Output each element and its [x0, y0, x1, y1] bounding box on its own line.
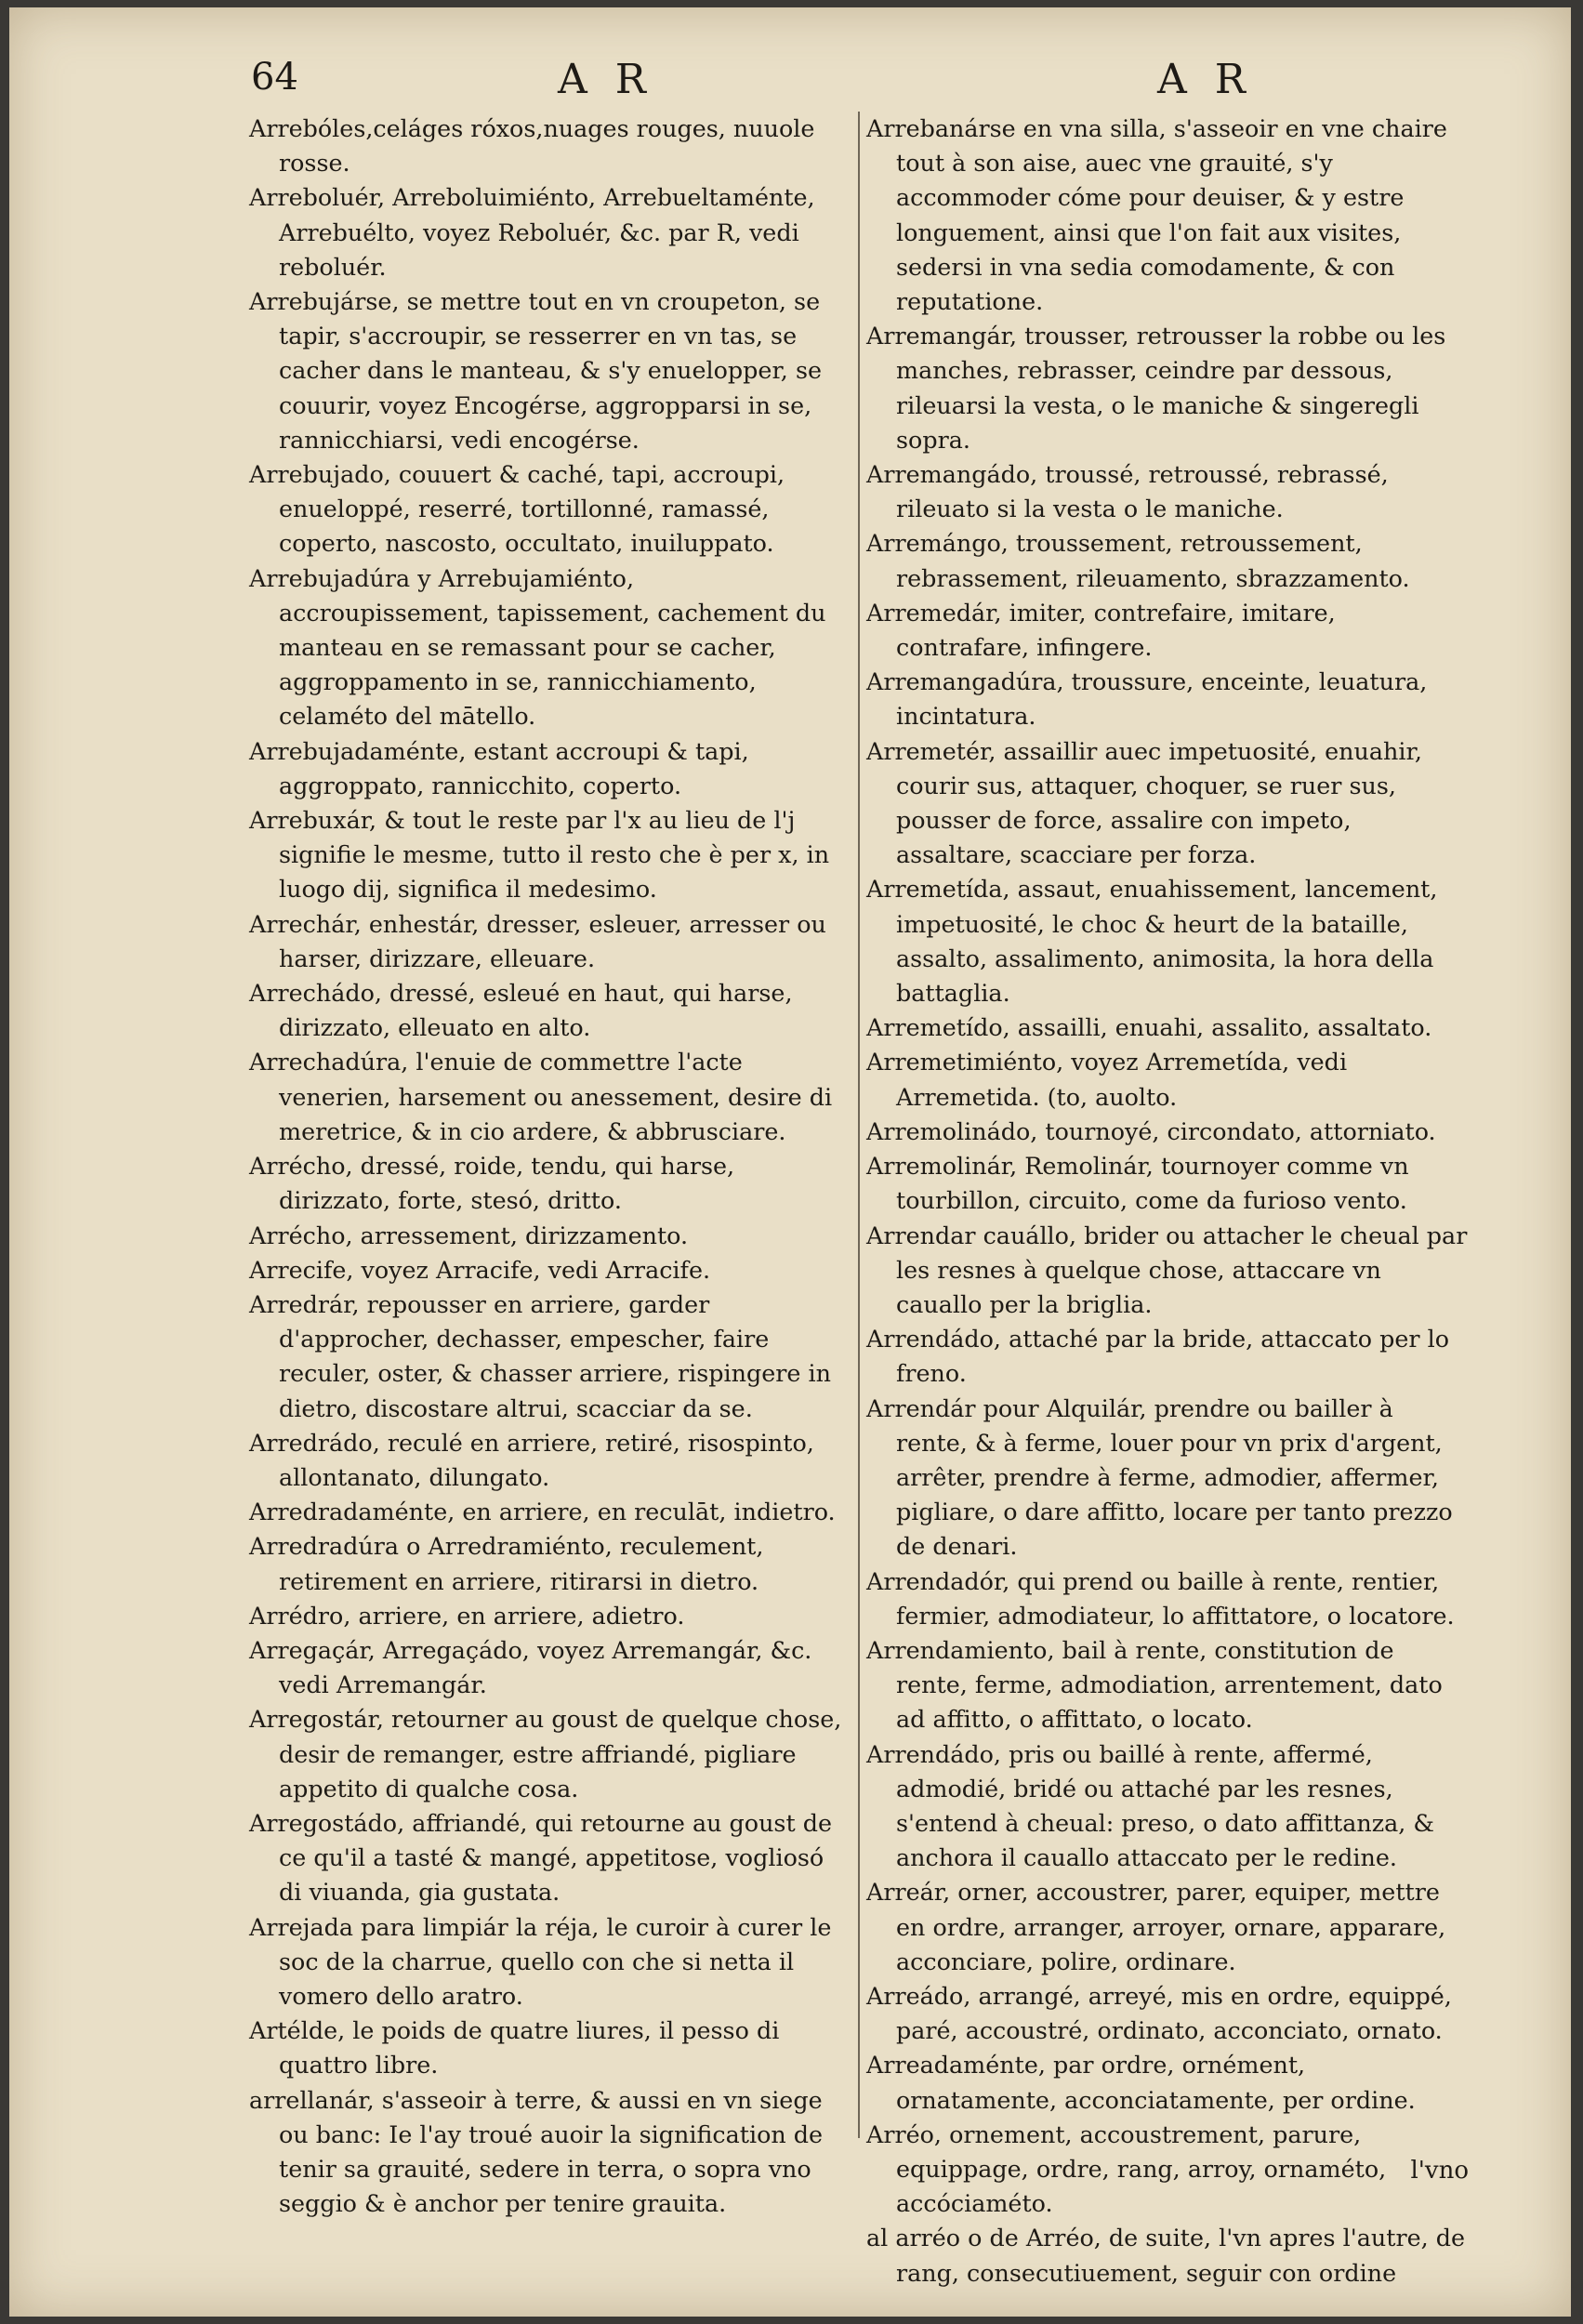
- entry: Arremetída, assaut, enuahissement, lancement, impetuosité, le choc & heurt de la bataille, assalto, assalimento, animosita, la hora della battaglia.: [866, 875, 1438, 1008]
- entry: Arrebujado, couuert & caché, tapi, accroupi, enueloppé, reserré, tortillonné, ramassé, coperto, nascosto, occultato, inuiluppato.: [249, 460, 785, 558]
- entry: Arrebujadúra y Arrebujamiénto, accroupissement, tapissement, cachement du manteau en se remassant pour se cacher, aggroppamento in se, rannicchiamento, celaméto del mātello.: [249, 563, 826, 731]
- entry: Arregaçár, Arregaçádo, voyez Arremangár, &c. vedi Arremangár.: [249, 1635, 812, 1699]
- entry: Arrendádo, pris ou baillé à rente, affermé, admodié, bridé ou attaché par les resnes, s'entend à cheual: preso, o dato affittanza, & anchora il cauallo attaccato per le redine.: [866, 1739, 1434, 1872]
- entry: Arreadaménte, par ordre, ornément, ornatamente, acconciatamente, per ordine.: [866, 2051, 1416, 2114]
- entry: Arrebuxár, & tout le reste par l'x au lieu de l'j signifie le mesme, tutto il resto che è per x, in luogo dij, significa il medesimo.: [249, 806, 830, 904]
- entry: Arrendar cauállo, brider ou attacher le cheual par les resnes à quelque chose, attaccare vn cauallo per la briglia.: [866, 1221, 1468, 1318]
- entry: Arrendár pour Alquilár, prendre ou bailler à rente, & à ferme, louer pour vn prix d'argent, arrêter, prendre à ferme, admodier, affermer, pigliare, o dare affitto, locare per tanto prezzo de denari.: [866, 1393, 1453, 1561]
- running-head-left: A R: [558, 56, 653, 103]
- entry: al arréo o de Arréo, de suite, l'vn apres l'autre, de rang, consecutiuement, seguir con ordine: [866, 2224, 1466, 2287]
- entry: Arremedár, imiter, contrefaire, imitare, contrafare, infingere.: [866, 598, 1336, 662]
- page-number: 64: [251, 56, 298, 99]
- entry: Arrécho, dressé, roide, tendu, qui harse, dirizzato, forte, stesó, dritto.: [249, 1152, 735, 1215]
- entry: arrellanár, s'asseoir à terre, & aussi en vn siege ou banc: Ie l'ay troué auoir la signification de tenir sa grauité, sedere in terra, o sopra vno seggio & è anchor per tenire grauita.: [249, 2085, 824, 2218]
- entry: Artélde, le poids de quatre liures, il pesso di quattro libre.: [249, 2016, 780, 2080]
- entry: Arredradúra o Arredramiénto, reculement, retirement en arriere, ritirarsi in dietro.: [249, 1532, 764, 1595]
- entry: Arregostár, retourner au goust de quelque chose, desir de remanger, estre affriandé, pigliare appetito di qualche cosa.: [249, 1705, 842, 1802]
- entry: Arredradaménte, en arriere, en reculāt, indietro.: [249, 1498, 836, 1526]
- dictionary-page: [9, 7, 1571, 2317]
- entry: Arrebujadaménte, estant accroupi & tapi, aggroppato, rannicchito, coperto.: [249, 736, 749, 799]
- running-head-right: A R: [1157, 56, 1253, 103]
- entry: Arrebujárse, se mettre tout en vn croupeton, se tapir, s'accroupir, se resserrer en vn tas, se cacher dans le manteau, & s'y enuelopper, se couurir, voyez Encogérse, aggropparsi in se, rannicchiarsi, vedi encogérse.: [249, 287, 822, 454]
- entry: Arremangadúra, troussure, enceinte, leuatura, incintatura.: [866, 667, 1428, 731]
- right-column: [866, 112, 1471, 2291]
- entry: Arrebanárse en vna silla, s'asseoir en vne chaire tout à son aise, auec vne grauité, s'y accommoder cóme pour deuiser, & y estre longuement, ainsi que l'on fait aux visites, sedersi in vna sedia comodamente, & con reputatione.: [866, 114, 1447, 316]
- page-header: [9, 56, 1571, 112]
- left-column: [249, 112, 844, 2221]
- column-rule: [858, 112, 860, 2138]
- entry: Arredrár, repousser en arriere, garder d'approcher, dechasser, empescher, faire reculer, oster, & chasser arriere, rispingere in dietro, discostare altrui, scacciar da se.: [249, 1289, 831, 1422]
- entry: Arrechadúra, l'enuie de commettre l'acte venerien, harsement ou anessement, desire di meretrice, & in cio ardere, & abbrusciare.: [249, 1048, 833, 1145]
- entry: Arrechár, enhestár, dresser, esleuer, arresser ou harser, dirizzare, elleuare.: [249, 909, 826, 972]
- entry: Arremolinádo, tournoyé, circondato, attorniato.: [866, 1116, 1436, 1145]
- entry: Arréo, ornement, accoustrement, parure, equippage, ordre, rang, arroy, ornaméto, accóciaméto.: [866, 2119, 1387, 2218]
- entry: Arremetído, assailli, enuahi, assalito, assaltato.: [866, 1013, 1432, 1042]
- entry: Arredrádo, reculé en arriere, retiré, risospinto, allontanato, dilungato.: [249, 1428, 814, 1491]
- entry: Arregostádo, affriandé, qui retourne au goust de ce qu'il a tasté & mangé, appetitose, vogliosó di viuanda, gia gustata.: [249, 1808, 833, 1907]
- entry: Arrechádo, dressé, esleué en haut, qui harse, dirizzato, elleuato en alto.: [249, 979, 793, 1042]
- entry: Arreádo, arrangé, arreyé, mis en ordre, equippé, paré, accoustré, ordinato, acconciato, ornato.: [866, 1981, 1452, 2045]
- entry: Arremetér, assaillir auec impetuosité, enuahir, courir sus, attaquer, choquer, se ruer sus, pousser de force, assalire con impeto, assaltare, scacciare per forza.: [866, 736, 1422, 869]
- entry: Arreboluér, Arreboluimiénto, Arrebueltaménte, Arrebuélto, voyez Reboluér, &c. par R, vedi reboluér.: [249, 183, 815, 281]
- entry: Arrendadór, qui prend ou baille à rente, rentier, fermier, admodiateur, lo affittatore, o locatore.: [866, 1566, 1455, 1630]
- entry: Arrendamiento, bail à rente, constitution de rente, ferme, admodiation, arrentement, dato ad affitto, o affittato, o locato.: [866, 1635, 1443, 1734]
- entry: Arrédro, arriere, en arriere, adietro.: [249, 1601, 685, 1630]
- entry: Arrecife, voyez Arracife, vedi Arracife.: [249, 1255, 711, 1284]
- entry: Arrécho, arressement, dirizzamento.: [249, 1221, 689, 1249]
- entry: Arremangár, trousser, retrousser la robbe ou les manches, rebrasser, ceindre par dessous, rileuarsi la vesta, o le maniche & singeregli sopra.: [866, 322, 1446, 454]
- entry: Arremetimiénto, voyez Arremetída, vedi Arremetida. (to, auolto.: [866, 1048, 1348, 1111]
- entry: Arrendádo, attaché par la bride, attaccato per lo freno.: [866, 1325, 1449, 1388]
- entry: Arreár, orner, accoustrer, parer, equiper, mettre en ordre, arranger, arroyer, ornare, apparare, acconciare, polire, ordinare.: [866, 1878, 1446, 1975]
- entry: Arremangádo, troussé, retroussé, rebrassé, rileuato si la vesta o le maniche.: [866, 460, 1389, 523]
- entry: Arremolinár, Remolinár, tournoyer comme vn tourbillon, circuito, come da furioso vento.: [866, 1152, 1409, 1215]
- entry: Arrebóles,celáges róxos,nuages rouges, nuuole rosse.: [249, 114, 815, 178]
- entry: Arremángo, troussement, retroussement, rebrassement, rileuamento, sbrazzamento.: [866, 529, 1410, 592]
- entry: Arrejada para limpiár la réja, le curoir à curer le soc de la charrue, quello con che si netta il vomero dello aratro.: [249, 1912, 832, 2010]
- catchword: l'vno: [1410, 2157, 1469, 2185]
